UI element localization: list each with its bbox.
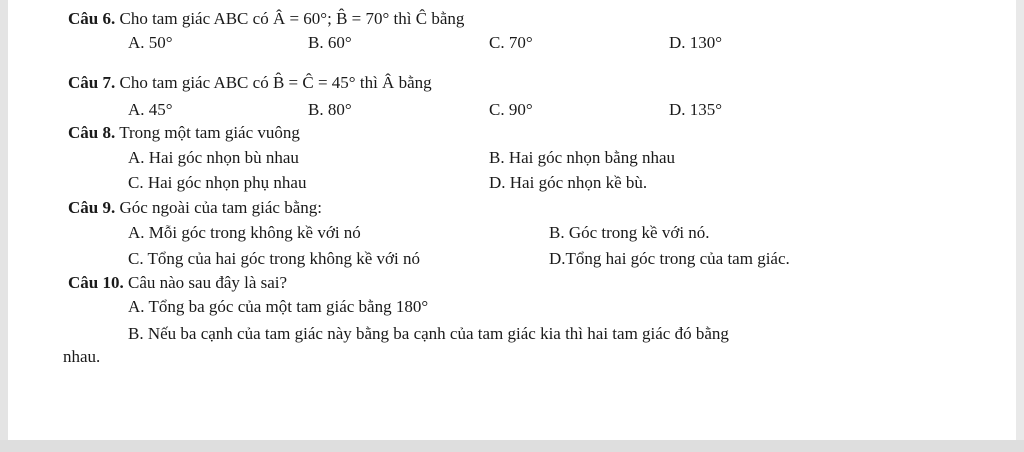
question-9	[68, 197, 322, 219]
q10-option-b: B. Nếu ba cạnh của tam giác này bằng ba cạnh của tam giác kia thì hai tam giác đó bằng	[128, 324, 729, 343]
q10-option-a: A. Tổng ba góc của một tam giác bằng 180°	[128, 297, 429, 316]
q9-option-a: A. Mỗi góc trong không kề với nó	[128, 223, 361, 242]
q8-option-c: C. Hai góc nhọn phụ nhau	[128, 173, 307, 192]
q9-option-c: C. Tổng của hai góc trong không kề với nó	[128, 249, 420, 268]
q7-option-b: B. 80°	[308, 100, 352, 119]
question-8	[68, 122, 300, 144]
question-6-text: Cho tam giác ABC có Â = 60°; B̂ = 70° thì Ĉ bằng	[119, 9, 465, 28]
q6-option-a: A. 50°	[128, 33, 173, 52]
q6-option-b: B. 60°	[308, 33, 352, 52]
window-bottom-bar	[0, 440, 1024, 452]
question-8-text: Trong một tam giác vuông	[119, 123, 300, 142]
question-7-label: Câu 7.	[68, 73, 116, 92]
q6-option-c: C. 70°	[489, 33, 533, 52]
question-10	[68, 272, 287, 294]
q9-option-b: B. Góc trong kề với nó.	[549, 223, 710, 242]
q7-option-c: C. 90°	[489, 100, 533, 119]
question-6	[68, 8, 464, 30]
q8-option-b: B. Hai góc nhọn bằng nhau	[489, 148, 676, 167]
question-6-label: Câu 6.	[68, 9, 116, 28]
window-edge	[0, 0, 8, 440]
question-8-label: Câu 8.	[68, 123, 116, 142]
q8-option-a: A. Hai góc nhọn bù nhau	[128, 148, 299, 167]
q9-option-d: D.Tổng hai góc trong của tam giác.	[549, 249, 790, 268]
q10-option-b-continuation: nhau.	[63, 347, 101, 366]
q8-option-d: D. Hai góc nhọn kề bù.	[489, 173, 648, 192]
question-7-text: Cho tam giác ABC có B̂ = Ĉ = 45° thì Â bằng	[119, 73, 432, 92]
question-9-text: Góc ngoài của tam giác bằng:	[119, 198, 322, 217]
question-10-text: Câu nào sau đây là sai?	[127, 273, 288, 292]
q7-option-a: A. 45°	[128, 100, 173, 119]
question-7	[68, 72, 432, 94]
question-9-label: Câu 9.	[68, 198, 116, 217]
q6-option-d: D. 130°	[669, 33, 723, 52]
question-10-label: Câu 10.	[68, 273, 124, 292]
document-page	[8, 0, 1016, 440]
q7-option-d: D. 135°	[669, 100, 723, 119]
